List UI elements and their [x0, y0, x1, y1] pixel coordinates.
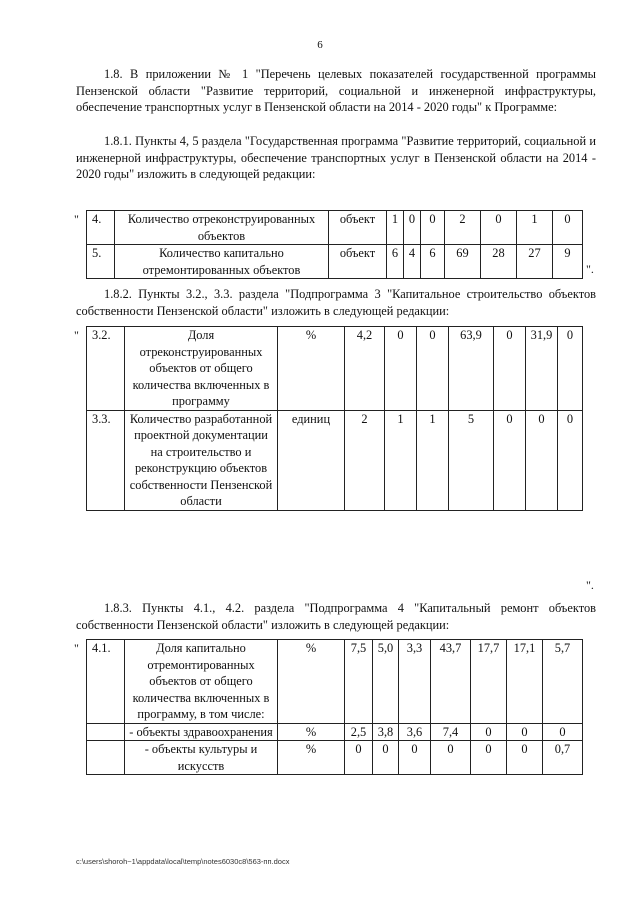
- paragraph-1-8-3: 1.8.3. Пункты 4.1., 4.2. раздела "Подпрограмма 4 "Капитальный ремонт объектов собственности Пензенской области" изложить в следующей редакции:: [76, 601, 596, 632]
- value-2016: 0: [421, 211, 445, 245]
- value-2015: 1: [385, 410, 417, 510]
- value-2020: 0: [543, 723, 583, 741]
- table-targets-2: [86, 326, 583, 511]
- value-2014: 4,2: [345, 327, 385, 411]
- value-2019: 17,1: [507, 640, 543, 724]
- indicator-name: - объекты культуры и искусств: [125, 741, 278, 775]
- value-2017: 2: [445, 211, 481, 245]
- value-2017: 69: [445, 245, 481, 279]
- value-2016: 3,6: [399, 723, 431, 741]
- unit-cell: объект: [329, 211, 387, 245]
- table-row: [87, 640, 583, 724]
- unit-cell: единиц: [278, 410, 345, 510]
- value-2018: 17,7: [471, 640, 507, 724]
- value-2020: 0: [553, 211, 583, 245]
- close-quote-2: ".: [586, 578, 594, 592]
- value-2020: 5,7: [543, 640, 583, 724]
- table-row: [87, 741, 583, 775]
- value-2019: 1: [517, 211, 553, 245]
- value-2015: 0: [404, 211, 421, 245]
- value-2015: 3,8: [373, 723, 399, 741]
- unit-cell: %: [278, 640, 345, 724]
- table-targets-3: [86, 639, 583, 775]
- row-number: 3.2.: [87, 327, 125, 411]
- value-2017: 43,7: [431, 640, 471, 724]
- value-2015: 0: [385, 327, 417, 411]
- value-2019: 31,9: [526, 327, 558, 411]
- row-number: 4.1.: [87, 640, 125, 724]
- table-row: [87, 723, 583, 741]
- table-targets-1: [86, 210, 583, 279]
- value-2017: 0: [431, 741, 471, 775]
- indicator-name: Количество разработанной проектной документации на строительство и реконструкцию объектов собственности Пензенской области: [125, 410, 278, 510]
- unit-cell: объект: [329, 245, 387, 279]
- indicator-name: - объекты здравоохранения: [125, 723, 278, 741]
- value-2014: 0: [345, 741, 373, 775]
- unit-cell: %: [278, 327, 345, 411]
- value-2016: 0: [399, 741, 431, 775]
- indicator-name: Доля капитально отремонтированных объектов от общего количества включенных в программу, в том числе:: [125, 640, 278, 724]
- close-quote-1: ".: [586, 262, 594, 276]
- value-2015: 4: [404, 245, 421, 279]
- value-2018: 0: [494, 410, 526, 510]
- open-quote-3: ": [74, 641, 79, 655]
- value-2014: 2,5: [345, 723, 373, 741]
- value-2014: 2: [345, 410, 385, 510]
- table-row: [87, 410, 583, 510]
- value-2019: 27: [517, 245, 553, 279]
- value-2014: 1: [387, 211, 404, 245]
- value-2014: 6: [387, 245, 404, 279]
- indicator-name: Количество капитально отремонтированных объектов: [115, 245, 329, 279]
- table-row: [87, 245, 583, 279]
- value-2018: 28: [481, 245, 517, 279]
- unit-cell: %: [278, 741, 345, 775]
- value-2020: 0: [558, 327, 583, 411]
- value-2015: 0: [373, 741, 399, 775]
- open-quote-1: ": [74, 212, 79, 226]
- value-2016: 3,3: [399, 640, 431, 724]
- row-number: 4.: [87, 211, 115, 245]
- value-2020: 0: [558, 410, 583, 510]
- value-2017: 7,4: [431, 723, 471, 741]
- paragraph-1-8-1: 1.8.1. Пункты 4, 5 раздела "Государственная программа "Развитие территорий, социальной и инженерной инфраструктуры, обеспечение транспортных услуг в Пензенской области на 2014 - 2020 годы" изложить в следующей редакции:: [76, 134, 596, 181]
- value-2019: 0: [507, 723, 543, 741]
- file-path-footer: c:\users\shoroh~1\appdata\local\temp\notes6030c8\563-пп.docx: [76, 857, 290, 866]
- value-2019: 0: [507, 741, 543, 775]
- value-2017: 63,9: [449, 327, 494, 411]
- value-2017: 5: [449, 410, 494, 510]
- value-2020: 0,7: [543, 741, 583, 775]
- value-2016: 0: [417, 327, 449, 411]
- value-2016: 6: [421, 245, 445, 279]
- open-quote-2: ": [74, 328, 79, 342]
- value-2014: 7,5: [345, 640, 373, 724]
- paragraph-1-8: 1.8. В приложении № 1 "Перечень целевых показателей государственной программы Пензенской области "Развитие территорий, социальной и инженерной инфраструктуры, обеспечение транспортных услуг в Пензенской области на 2014 - 2020 годы" к Программе:: [76, 67, 596, 114]
- value-2019: 0: [526, 410, 558, 510]
- table-row: [87, 327, 583, 411]
- page-number: 6: [317, 39, 323, 51]
- value-2018: 0: [481, 211, 517, 245]
- unit-cell: %: [278, 723, 345, 741]
- value-2018: 0: [471, 741, 507, 775]
- row-number: [87, 741, 125, 775]
- paragraph-1-8-2: 1.8.2. Пункты 3.2., 3.3. раздела "Подпрограмма 3 "Капитальное строительство объектов собственности Пензенской области" изложить в следующей редакции:: [76, 287, 596, 318]
- table-row: [87, 211, 583, 245]
- value-2015: 5,0: [373, 640, 399, 724]
- indicator-name: Доля отреконструированных объектов от общего количества включенных в программу: [125, 327, 278, 411]
- row-number: 5.: [87, 245, 115, 279]
- value-2018: 0: [494, 327, 526, 411]
- row-number: 3.3.: [87, 410, 125, 510]
- indicator-name: Количество отреконструированных объектов: [115, 211, 329, 245]
- value-2020: 9: [553, 245, 583, 279]
- value-2018: 0: [471, 723, 507, 741]
- row-number: [87, 723, 125, 741]
- value-2016: 1: [417, 410, 449, 510]
